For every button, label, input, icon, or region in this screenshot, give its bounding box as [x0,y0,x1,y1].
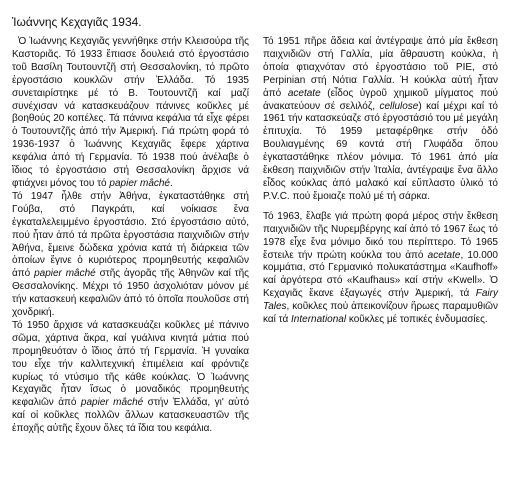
text-run: Ὁ Ἰωάννης Κεχαγιᾶς γεννήθηκε στήν Κλεισούρα τῆς Καστοριᾶς. Τό 1933 ἔπιασε δουλειά στό ἐργοστάσιο τοῦ Βασίλη Τουτουντζῆ στή Θεσσαλονίκη, τό πρῶτο ἐργοστάσιο κουκλῶν στήν Ἑλλάδα. Τό 1935 συνεταιρίστηκε μέ τό Β. Τουτουντζῆ καί μαζί συνέχισαν νά κατασκευάζουν πάνινες κοῦκλες μέ βοηθούς 20 κοπέλες. Τά πάνινα κεφάλια τά εἶχε φέρει ὁ Τουτουντζῆς ἀπό τήν Ἀμερική. Γιά πρώτη φορά τό 1936-1937 ὁ Ἰωάννης Κεχαγιᾶς ἔφερε χάρτινα κεφάλια ἀπό τή Γερμανία. Τό 1938 πού ἀνέλαβε ὁ ἴδιος τό ἐργοστάσιο στή Θεσσαλονίκη ἄρχισε νά φτιάχνει μόνος του τό [12,36,249,189]
paragraph [12,191,249,320]
italic-term: International [291,314,347,326]
italic-term: acetate [427,249,461,261]
italic-term: acetate [287,87,321,99]
text-run: κοῦκλες μέ τοπικές ἐνδυμασίες. [346,314,488,326]
document-title: Ἰωάννης Κεχαγιᾶς 1934. [12,15,142,29]
italic-term: papier mâché [109,177,170,189]
text-run: στήν Ἑλλάδα, γι' αὐτό καί οἱ κοῦκλες πολλῶν ἄλλων κατασκευαστῶν τῆς ἐποχῆς αὐτῆς ἔχουν ὅλες τά ἴδια του κεφάλια. [12,397,250,435]
paragraph [263,36,498,204]
italic-term: papier mâché [80,397,144,409]
text-run: Τό 1950 ἄρχισε νά κατασκευάζει κοῦκλες μέ πάνινο σῶμα, χάρτινα ἄκρα, καί γυάλινα κινητά μάτια πού προμηθευόταν ὁ ἴδιος ἀπό τή Γερμανία. Ἡ γυναίκα του εἶχε τήν καλλιτεχνική ἐπιμέλεια καί φρόντιζε κυρίως τό ντύσιμο τῆς κάθε κούκλας. Ὁ Ἰωάννης Κεχαγιᾶς ἦταν ἴσως ὁ μοναδικός προμηθευτής κεφαλιῶν ἀπό [12,319,249,409]
text-run: , 10.000 κομμάτια, στό Γερμανικό πολυκατάστημα «Kaufhoff» καί ἀργότερα στό «Kaufhaus» καί στήν «Kwell». Ὁ Κεχαγιᾶς ἔκανε ἐξαγωγές στήν Ἀμερική, τά [263,249,498,300]
left-column [12,36,249,436]
text-run: , κοῦκλες πού ἀπεικονίζουν ἥρωες παραμυθιῶν καί τά [263,301,498,326]
text-run: Τό 1951 πῆρε ἄδεια καί ἀντέγραψε ἀπό μία ἔκθεση παιχνιδιῶν στή Γαλλία, μία ἄθραυστη κούκλα, ἡ ὁποία φτιαχνόταν στό ἐργοστάσιο τοῦ ΡΙΕ, στό Perpinian στή Νότια Γαλλία. Ἡ κούκλα αὐτή ἦταν ἀπό [263,36,498,99]
paragraph [12,320,249,436]
italic-term: papier mâché [34,268,96,280]
text-run: . [170,177,173,189]
text-run: ) καί μέχρι καί τό 1961 τήν κατασκεύαζε στό ἐργοστάσιό του μέ μεγάλη ἐπιτυχία. Τό 1959 μεταφέρθηκε στήν ὁδό Βουλιαγμένης 69 κοντά στή Γλυφάδα ὅπου ἐγκαταστάθηκε πλέον μόνιμα. Τό 1961 ἀπό μία ἔκθεση παιχνιδιῶν στήν Ἰταλία, ἀντέγραψε ἕνα ἄλλο εἶδος κούκλας ἀπό μαλακό καί εὔπλαστο ὑλικό τό P.V.C. πού ἔμοιαζε πολύ μέ τή σάρκα. [263,100,498,202]
text-run: (εἶδος ὑγροῦ χημικοῦ μίγματος πού ἀνακατεύουν σέ σελιλόζ, [263,87,498,112]
text-run: στῆς ἀγορᾶς τῆς Ἀθηνῶν καί τῆς Θεσσαλονίκης. Μέχρι τό 1950 ἀσχολιόταν μόνον μέ τήν κατασκευή κεφαλιῶν ἀπό τό ὁποῖα πουλοῦσε στή χονδρική. [12,268,249,319]
italic-term: cellulose [379,100,419,112]
paragraph [263,211,498,327]
italic-term: Fairy Tales [263,288,498,313]
text-run: Τό 1947 ἦλθε στήν Ἀθήνα, ἐγκαταστάθηκε στή Γούβα, στό Παγκράτι, καί νοίκιασε ἕνα ἐγκαταλελειμμένο ἐργοστάσιο. Στό ἐργοστάσιο αὐτό, πού ἦταν ἀπό τά πρῶτα ἐργοστάσια παιχνιδιῶν στήν Ἀθήνα, ἔμεινε δώδεκα χρόνια κατά τή διάρκεια τῶν ὁποίων ἔγινε ὁ κυριότερος προμηθευτής κεφαλιῶν ἀπό [12,190,249,280]
paragraph [12,36,249,191]
text-run: Τό 1963, ἔλαβε γιά πρώτη φορά μέρος στήν ἔκθεση παιχνιδιῶν τῆς Νυρεμβέργης καί ἀπό τό 1967 ἕως τό 1978 εἶχε ἕνα μόνιμο δικό του περίπτερο. Τό 1965 ἔστειλε τήν πρώτη κούκλα του ἀπό [263,210,498,261]
right-column [263,36,498,327]
